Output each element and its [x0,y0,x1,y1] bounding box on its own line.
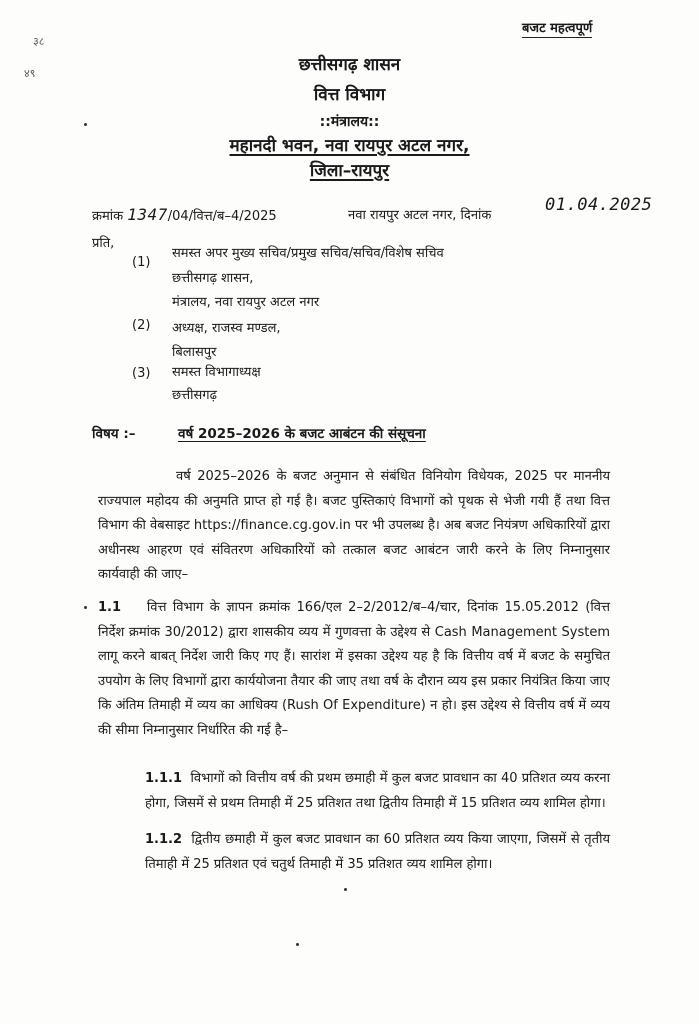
reference-suffix: /04/वित्त/ब–4/2025 [167,209,277,224]
recipient-number: (3) [132,366,151,381]
department-name: वित्त विभाग [313,85,386,105]
section-1-1 [98,596,610,743]
recipient-number: (1) [132,255,151,270]
section-text: विभागों को वित्तीय वर्ष की प्रथम छमाही में कुल बजट प्रावधान का 40 प्रतिशत व्यय करना होगा, जिसमें से प्रथम तिमाही में 25 प्रतिशत तथा द्वितीय तिमाही में 15 प्रतिशत व्यय शामिल होगा। [145,771,610,811]
priority-stamp: बजट महत्वपूर्ण [522,18,592,38]
section-number: 1.1 [98,600,122,615]
recipient-line: बिलासपुर [172,345,217,360]
subject-text: वर्ष 2025–2026 के बजट आबंटन की संसूचना [178,426,426,442]
recipient-line: समस्त अपर मुख्य सचिव/प्रमुख सचिव/सचिव/विशेष सचिव [172,246,444,261]
intro-paragraph: वर्ष 2025–2026 के बजट अनुमान से संबंधित विनियोग विधेयक, 2025 पर माननीय राज्यपाल महोदय की अनुमति प्राप्त हो गई है। बजट पुस्तिकाएं विभागों को पृथक से भेजी गयी हैं तथा वित्त विभाग की वेबसाइट https://finance.cg.gov.in पर भी उपलब्ध है। अब बजट नियंत्रण अधिकारियों द्वारा अधीनस्थ आहरण एवं संवितरण अधिकारियों को तत्काल बजट आबंटन जारी करने के लिए निम्नानुसार कार्यवाही की जाए– [98,469,610,582]
reference-number [92,205,277,224]
recipient-line: समस्त विभागाध्यक्ष [172,365,261,380]
section-text: द्वितीय छमाही में कुल बजट प्रावधान का 60 प्रतिशत व्यय किया जाएगा, जिसमें से तृतीय तिमाही में 25 प्रतिशत एवं चतुर्थ तिमाही में 35 प्रतिशत व्यय शामिल होगा। [145,832,610,872]
govt-name: छत्तीसगढ़ शासन [298,55,401,75]
office-address: महानदी भवन, नवा रायपुर अटल नगर, [229,136,470,156]
section-1-1-1 [145,767,610,816]
handwritten-date: 01.04.2025 [545,195,653,215]
section-number: 1.1.1 [145,771,183,786]
place-date-label: नवा रायपुर अटल नगर, दिनांक [348,208,492,223]
scan-speck [84,123,87,126]
margin-mark: ३८ [33,35,45,48]
scan-speck [296,943,299,946]
margin-mark: ४९ [24,67,36,80]
recipient-number: (2) [132,318,151,333]
ministry-label: ::मंत्रालय:: [319,114,380,130]
scan-speck [344,888,347,891]
recipient-line: मंत्रालय, नवा रायपुर अटल नगर [172,295,320,310]
section-1-1-2 [145,828,610,877]
district-label: जिला–रायपुर [309,161,390,181]
section-number: 1.1.2 [145,832,183,847]
section-text: वित्त विभाग के ज्ञापन क्रमांक 166/एल 2–2/2012/ब–4/चार, दिनांक 15.05.2012 (वित्त निर्देश क्रमांक 30/2012) द्वारा शासकीय व्यय में गुणवत्ता के उद्देश्य से Cash Management System लागू करने बाबत् निर्देश जारी किए गए हैं। सारांश में इसका उद्देश्य यह है कि वित्तीय वर्ष में बजट के समुचित उपयोग के लिए विभागों द्वारा कार्ययोजना तैयार की जाए तथा वर्ष के दौरान व्यय इस प्रकार नियंत्रित किया जाए कि अंतिम तिमाही में व्यय का आधिक्य (Rush Of Expenditure) न हो। इस उद्देश्य से वित्तीय वर्ष में व्यय की सीमा निम्नानुसार निर्धारित की गई है– [98,600,610,738]
to-label: प्रति, [92,236,115,251]
reference-prefix: क्रमांक [92,209,124,224]
recipient-line: छत्तीसगढ़ शासन, [172,271,254,286]
handwritten-number: 1347 [127,205,168,224]
recipient-line: अध्यक्ष, राजस्व मण्डल, [172,321,281,336]
recipient-line: छत्तीसगढ़ [172,388,217,403]
subject-label: विषय :– [92,426,136,442]
scan-speck [84,606,87,609]
